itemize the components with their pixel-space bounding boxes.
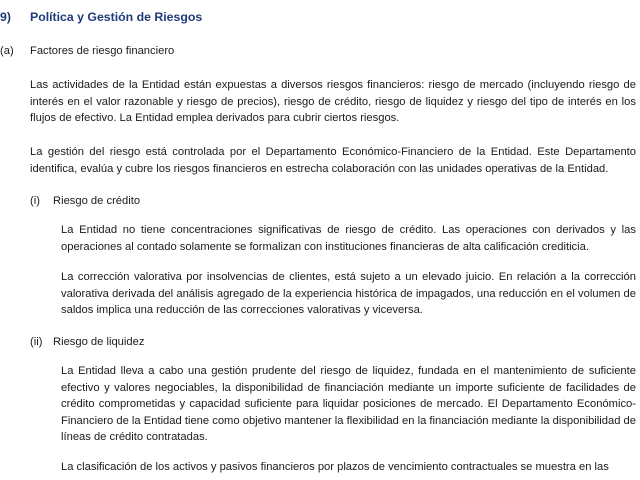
item-heading-liquidity-risk: [30, 334, 144, 351]
intro-paragraph: La gestión del riesgo está controlada por el Departamento Económico-Financiero de la Entidad. Este Departamento identifica, evalúa y cubre los riesgos financieros en estrecha colaboración con las unidades operativas de la Entidad.: [30, 146, 636, 175]
item-number: (i): [30, 195, 40, 207]
item-number: (ii): [30, 336, 43, 348]
section-number: 9): [0, 10, 11, 24]
subsection-title: Factores de riesgo financiero: [30, 45, 175, 57]
subsection-number: (a): [0, 45, 14, 57]
subsection-heading: [0, 43, 174, 60]
intro-paragraph: Las actividades de la Entidad están expuestas a diversos riesgos financieros: riesgo de mercado (incluyendo riesgo de interés en el valor razonable y riesgo de precios), riesgo de crédito, riesgo de liquidez y riesgo del tipo de interés en los flujos de efectivo. La Entidad emplea derivados para cubrir ciertos riesgos.: [30, 79, 636, 124]
credit-risk-paragraph: La Entidad no tiene concentraciones significativas de riesgo de crédito. Las operaciones con derivados y las operaciones al contado solamente se formalizan con instituciones financieras de alta calificación crediticia.: [61, 224, 636, 253]
item-title: Riesgo de crédito: [53, 195, 141, 207]
section-heading: [0, 9, 202, 26]
credit-risk-paragraph: La corrección valorativa por insolvencias de clientes, está sujeto a un elevado juicio. En relación a la corrección valorativa derivada del análisis agregado de la experiencia histórica de impagados, una reducción en el volumen de saldos implica una reducción de las correcciones valorativas y viceversa.: [61, 271, 636, 316]
section-title: Política y Gestión de Riesgos: [30, 10, 203, 24]
item-heading-credit-risk: [30, 193, 140, 210]
item-title: Riesgo de liquidez: [53, 336, 145, 348]
liquidity-risk-paragraph: La Entidad lleva a cabo una gestión prudente del riesgo de liquidez, fundada en el mantenimiento de suficiente efectivo y valores negociables, la disponibilidad de financiación mediante un importe suficiente de facilidades de crédito comprometidas y capacidad suficiente para liquidar posiciones de mercado. El Departamento Económico-Financiero de la Entidad tiene como objetivo mantener la flexibilidad en la financiación mediante la disponibilidad de líneas de crédito contratadas.: [61, 365, 636, 443]
liquidity-risk-paragraph: La clasificación de los activos y pasivos financieros por plazos de vencimiento contractuales se muestra en las: [61, 461, 609, 473]
